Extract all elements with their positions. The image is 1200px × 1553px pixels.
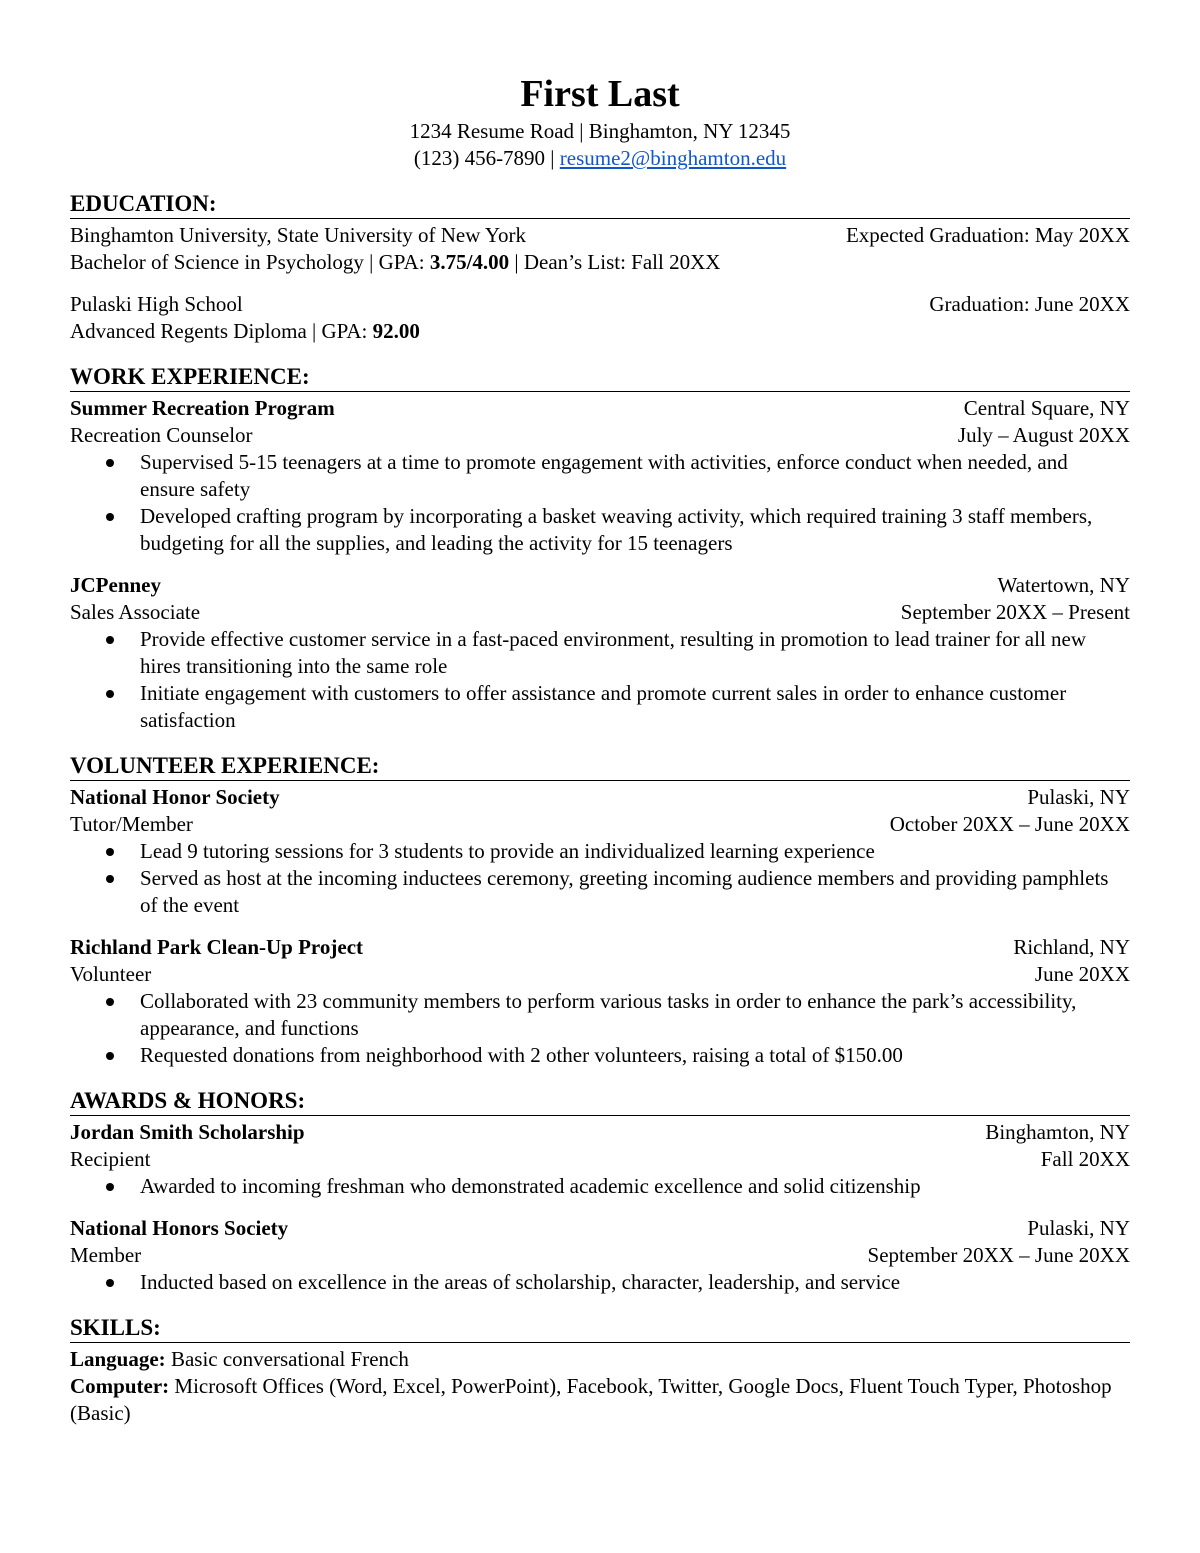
resume-name: First Last bbox=[520, 73, 680, 115]
org-row bbox=[70, 934, 1130, 961]
org-location: Watertown, NY bbox=[997, 573, 1130, 597]
role-row bbox=[70, 1146, 1130, 1173]
resume-page bbox=[70, 70, 1130, 1427]
skill-label: Language: bbox=[70, 1347, 166, 1371]
skill-label: Computer: bbox=[70, 1374, 170, 1398]
org-row bbox=[70, 1215, 1130, 1242]
work-entry bbox=[70, 395, 1130, 557]
bullet-item: Initiate engagement with customers to offer assistance and promote current sales in order to enhance customer satisfaction bbox=[140, 680, 1130, 734]
degree-text: Bachelor of Science in Psychology | GPA: bbox=[70, 250, 430, 274]
role-date: October 20XX – June 20XX bbox=[889, 812, 1130, 836]
org-row bbox=[70, 1119, 1130, 1146]
bullet-item: Lead 9 tutoring sessions for 3 students to provide an individualized learning experience bbox=[140, 838, 1130, 865]
skill-value: Basic conversational French bbox=[165, 1347, 409, 1371]
address-line: 1234 Resume Road | Binghamton, NY 12345 bbox=[409, 119, 791, 143]
bullet-item: Awarded to incoming freshman who demonstrated academic excellence and solid citizenship bbox=[140, 1173, 1130, 1200]
skills-section bbox=[70, 1314, 1130, 1427]
org-name: National Honor Society bbox=[70, 785, 280, 809]
degree-row bbox=[70, 318, 1130, 345]
section-title-education: EDUCATION: bbox=[70, 190, 1130, 219]
school-name: Binghamton University, State University of New York bbox=[70, 223, 526, 247]
bullet-list bbox=[70, 449, 1130, 557]
award-entry bbox=[70, 1119, 1130, 1200]
degree-text: Advanced Regents Diploma | GPA: bbox=[70, 319, 373, 343]
award-name: Jordan Smith Scholarship bbox=[70, 1120, 305, 1144]
section-title-skills: SKILLS: bbox=[70, 1314, 1130, 1343]
award-location: Binghamton, NY bbox=[985, 1120, 1130, 1144]
org-row bbox=[70, 395, 1130, 422]
honors-text: | Dean’s List: Fall 20XX bbox=[509, 250, 721, 274]
role-date: June 20XX bbox=[1034, 962, 1130, 986]
org-name: Summer Recreation Program bbox=[70, 396, 335, 420]
work-entry bbox=[70, 572, 1130, 734]
bullet-item: Requested donations from neighborhood with 2 other volunteers, raising a total of $150.00 bbox=[140, 1042, 1130, 1069]
education-entry bbox=[70, 222, 1130, 276]
org-name: Richland Park Clean-Up Project bbox=[70, 935, 364, 959]
bullet-item: Served as host at the incoming inductees ceremony, greeting incoming audience members and providing pamphlets of the event bbox=[140, 865, 1130, 919]
bullet-list bbox=[70, 838, 1130, 919]
org-name: JCPenney bbox=[70, 573, 161, 597]
section-title-awards: AWARDS & HONORS: bbox=[70, 1087, 1130, 1116]
role-date: July – August 20XX bbox=[957, 423, 1130, 447]
role-row bbox=[70, 1242, 1130, 1269]
degree-detail bbox=[70, 318, 420, 345]
bullet-item: Inducted based on excellence in the areas of scholarship, character, leadership, and service bbox=[140, 1269, 1130, 1296]
role-row bbox=[70, 599, 1130, 626]
role-title: Sales Associate bbox=[70, 600, 201, 624]
section-title-work: WORK EXPERIENCE: bbox=[70, 363, 1130, 392]
school-row bbox=[70, 222, 1130, 249]
contact-line bbox=[70, 145, 1130, 172]
skill-value: Microsoft Offices (Word, Excel, PowerPoint), Facebook, Twitter, Google Docs, Fluent Touch Typer, Photoshop (Basic) bbox=[70, 1374, 1112, 1425]
role-title: Recreation Counselor bbox=[70, 423, 253, 447]
volunteer-entry bbox=[70, 934, 1130, 1069]
award-role: Member bbox=[70, 1243, 142, 1267]
bullet-list bbox=[70, 626, 1130, 734]
bullet-item: Developed crafting program by incorporating a basket weaving activity, which required training 3 staff members, budgeting for all the supplies, and leading the activity for 15 teenagers bbox=[140, 503, 1130, 557]
school-date: Expected Graduation: May 20XX bbox=[845, 223, 1130, 247]
awards-section bbox=[70, 1087, 1130, 1296]
school-date: Graduation: June 20XX bbox=[929, 292, 1130, 316]
role-row bbox=[70, 422, 1130, 449]
skill-computer bbox=[70, 1373, 1130, 1427]
role-row bbox=[70, 811, 1130, 838]
school-row bbox=[70, 291, 1130, 318]
award-role: Recipient bbox=[70, 1147, 151, 1171]
volunteer-section bbox=[70, 752, 1130, 1069]
bullet-item: Collaborated with 23 community members to perform various tasks in order to enhance the park’s accessibility, appearance, and functions bbox=[140, 988, 1130, 1042]
bullet-list bbox=[70, 1269, 1130, 1296]
role-date: September 20XX – Present bbox=[900, 600, 1130, 624]
award-entry bbox=[70, 1215, 1130, 1296]
gpa-value: 3.75/4.00 bbox=[429, 250, 510, 274]
work-section bbox=[70, 363, 1130, 734]
degree-row bbox=[70, 249, 1130, 276]
school-name: Pulaski High School bbox=[70, 292, 243, 316]
role-title: Tutor/Member bbox=[70, 812, 193, 836]
volunteer-entry bbox=[70, 784, 1130, 919]
org-location: Central Square, NY bbox=[963, 396, 1130, 420]
education-section bbox=[70, 190, 1130, 345]
education-entry bbox=[70, 291, 1130, 345]
degree-detail bbox=[70, 249, 720, 276]
bullet-list bbox=[70, 1173, 1130, 1200]
award-location: Pulaski, NY bbox=[1027, 1216, 1130, 1240]
org-location: Richland, NY bbox=[1013, 935, 1130, 959]
role-title: Volunteer bbox=[70, 962, 152, 986]
skill-language bbox=[70, 1346, 1130, 1373]
org-row bbox=[70, 784, 1130, 811]
role-row bbox=[70, 961, 1130, 988]
gpa-value: 92.00 bbox=[372, 319, 420, 343]
org-row bbox=[70, 572, 1130, 599]
award-date: September 20XX – June 20XX bbox=[867, 1243, 1130, 1267]
org-location: Pulaski, NY bbox=[1027, 785, 1130, 809]
award-name: National Honors Society bbox=[70, 1216, 289, 1240]
bullet-item: Provide effective customer service in a fast-paced environment, resulting in promotion to lead trainer for all new hires transitioning into the same role bbox=[140, 626, 1130, 680]
bullet-item: Supervised 5-15 teenagers at a time to promote engagement with activities, enforce conduct when needed, and ensure safety bbox=[140, 449, 1130, 503]
phone: (123) 456-7890 | bbox=[413, 146, 560, 170]
bullet-list bbox=[70, 988, 1130, 1069]
section-title-volunteer: VOLUNTEER EXPERIENCE: bbox=[70, 752, 1130, 781]
award-date: Fall 20XX bbox=[1040, 1147, 1130, 1171]
email-link[interactable]: resume2@binghamton.edu bbox=[559, 146, 787, 170]
